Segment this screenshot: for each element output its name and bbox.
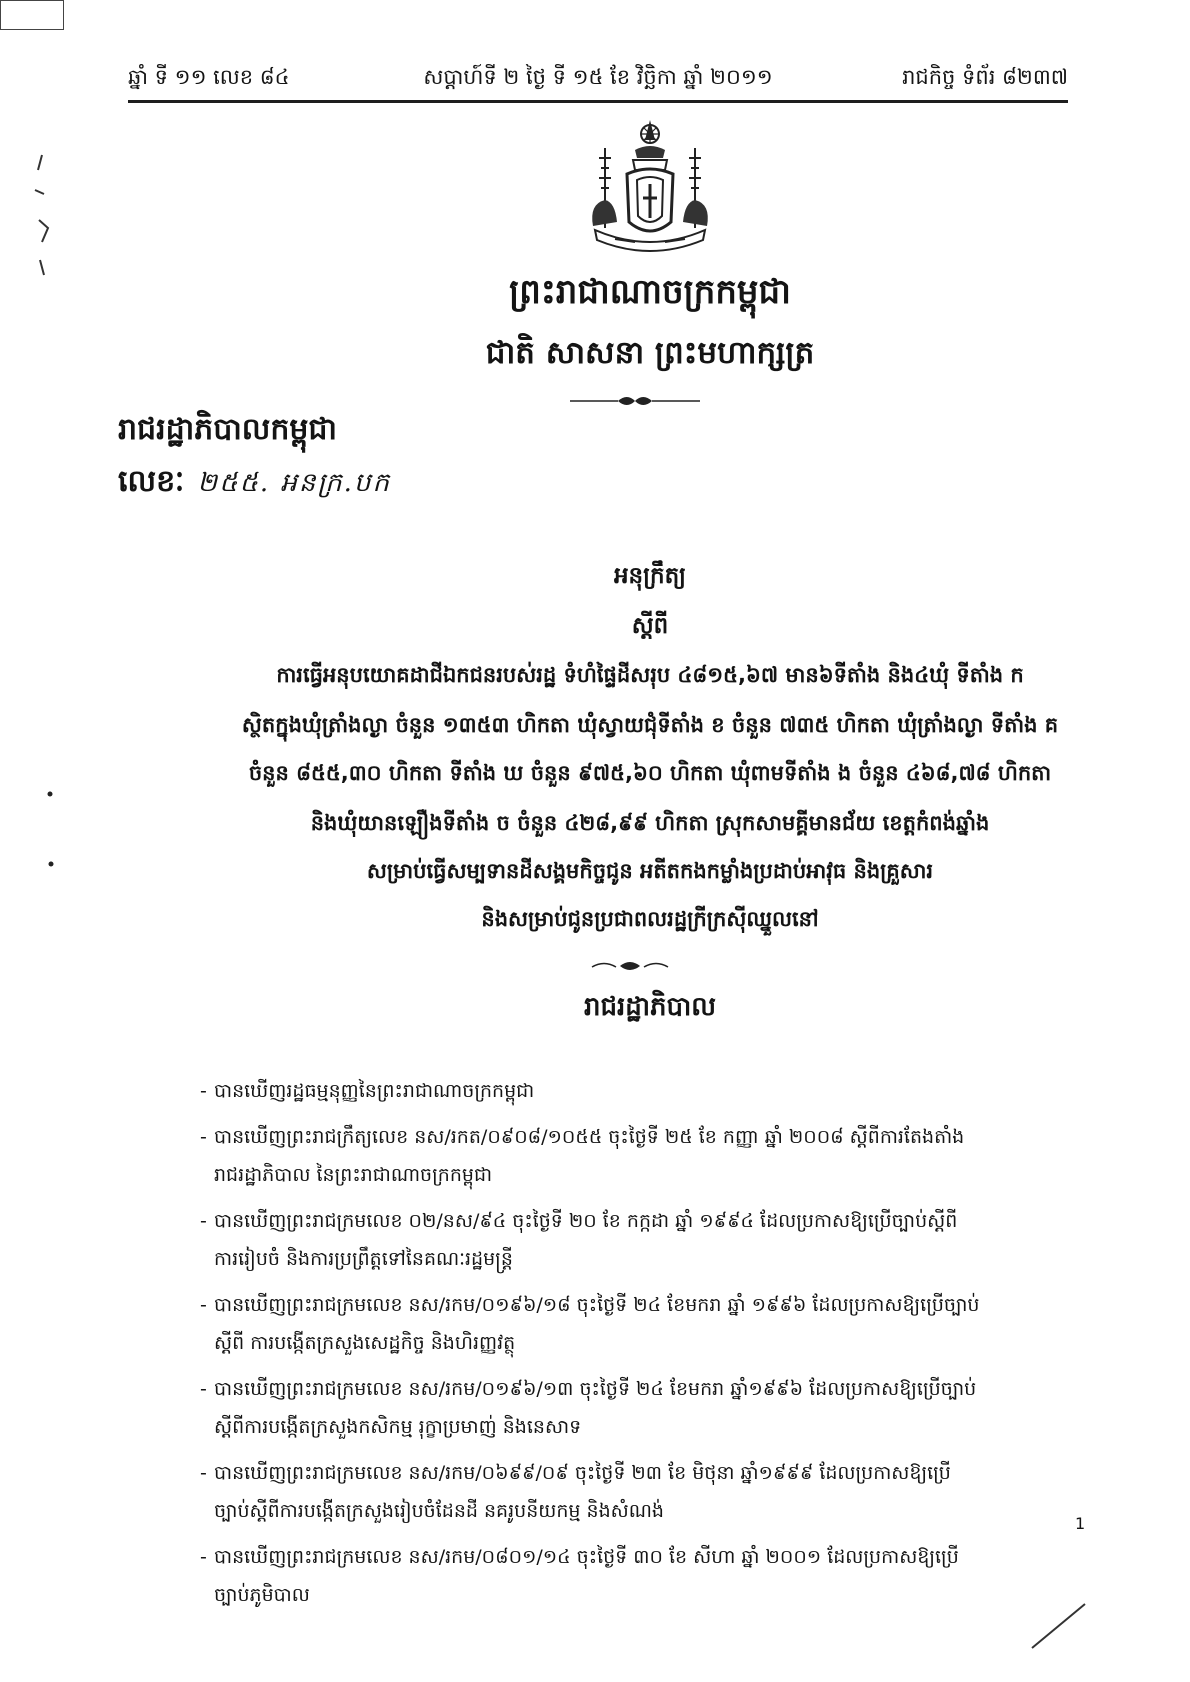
preamble-line: ច្បាប់ស្ដីពីការបង្កើតក្រសួងរៀបចំដែនដី នគរូបនីយកម្ម និងសំណង់: [214, 1500, 664, 1522]
kingdom-name: ព្រះរាជាណាចក្រកម្ពុជា: [509, 272, 791, 312]
preamble-line: បានឃើញព្រះរាជក្រមលេខ នស/រកម/០១៩៦/១៣ ចុះថ្ងៃទី ២៤ ខែមករា ឆ្នាំ១៩៩៦ ដែលប្រកាសឱ្យប្រើច្បាប់: [214, 1378, 977, 1400]
title-line: សម្រាប់ធ្វើសម្បទានដីសង្គមកិច្ចជូន អតីតកងកម្លាំងប្រដាប់អាវុធ និងគ្រួសារ: [366, 859, 934, 883]
document-number-label: លេខៈ: [118, 464, 185, 499]
page-number: 1: [1075, 1514, 1086, 1533]
preamble-item: [200, 1286, 1084, 1362]
document-number-value: ២៥៥. អនក្រ.បក: [197, 468, 391, 498]
preamble-list: [200, 1072, 1084, 1622]
preamble-line: បានឃើញព្រះរាជក្រឹត្យលេខ នស/រកត/០៩០៨/១០៥៥ ចុះថ្ងៃទី ២៥ ខែ កញ្ញា ឆ្នាំ ២០០៨ ស្ដីពីការតែងតាំង: [214, 1126, 965, 1148]
list-dash: -: [200, 1546, 207, 1568]
preamble-line: ច្បាប់ភូមិបាល: [214, 1584, 310, 1606]
preamble-item: [200, 1202, 1084, 1278]
title-line: ចំនួន ៨៥៥,៣០ ហិកតា ទីតាំង ឃ ចំនួន ៩៧៥,៦០ ហិកតា ឃុំពាមទីតាំង ង ចំនួន ៤៦៨,៧៨ ហិកតា: [248, 761, 1052, 785]
preamble-line: បានឃើញព្រះរាជក្រមលេខ នស/រកម/០១៩៦/១៨ ចុះថ្ងៃទី ២៤ ខែមករា ឆ្នាំ ១៩៩៦ ដែលប្រកាសឱ្យប្រើច្បាប់: [214, 1294, 980, 1316]
preamble-line: រាជរដ្ឋាភិបាល នៃព្រះរាជាណាចក្រកម្ពុជា: [214, 1164, 493, 1186]
royal-coat-of-arms-icon: [575, 118, 725, 258]
list-dash: -: [200, 1126, 207, 1148]
about-label: ស្ដីពី: [631, 613, 669, 639]
preamble-item: [200, 1370, 1084, 1446]
list-dash: -: [200, 1210, 207, 1232]
preamble-line: ស្ដីពី ការបង្កើតក្រសួងសេដ្ឋកិច្ច និងហិរញ្ញវត្ថុ: [214, 1332, 516, 1354]
list-dash: -: [200, 1080, 207, 1102]
scan-corner-mark: [0, 0, 64, 30]
preamble-line: ស្ដីពីការបង្កើតក្រសួងកសិកម្ម រុក្ខាប្រមាញ់ និងនេសាទ: [214, 1416, 582, 1438]
issuing-authority: រាជរដ្ឋាភិបាលកម្ពុជា: [118, 412, 337, 447]
preamble-line: បានឃើញព្រះរាជក្រមលេខ នស/រកម/០៦៩៩/០៩ ចុះថ្ងៃទី ២៣ ខែ មិថុនា ឆ្នាំ១៩៩៩ ដែលប្រកាសឱ្យប្រើ: [214, 1462, 951, 1484]
kingdom-motto: ជាតិ សាសនា ព្រះមហាក្សត្រ: [485, 335, 815, 371]
floral-ornament-icon: [590, 958, 670, 974]
document-number: [118, 462, 391, 506]
preamble-line: បានឃើញព្រះរាជក្រមលេខ នស/រកម/០៨០១/១៤ ចុះថ្ងៃទី ៣០ ខែ សីហា ឆ្នាំ ២០០១ ដែលប្រកាសឱ្យប្រើ: [214, 1546, 959, 1568]
list-dash: -: [200, 1462, 207, 1484]
list-dash: -: [200, 1294, 207, 1316]
government-heading: រាជរដ្ឋាភិបាល: [583, 992, 717, 1022]
margin-scribble-icon: [30, 150, 60, 280]
title-line: ការធ្វើអនុបយោគដាជីឯកជនរបស់រដ្ឋ ទំហំផ្ទៃដីសរុប ៤៨១៥,៦៧ មាន៦ទីតាំង និង៤ឃុំ ទីតាំង ក: [276, 663, 1024, 687]
header-year-issue: ឆ្នាំ ទី ១១ លេខ ៨៤: [128, 65, 290, 89]
list-dash: -: [200, 1378, 207, 1400]
preamble-line: បានឃើញរដ្ឋធម្មនុញ្ញនៃព្រះរាជាណាចក្រកម្ពុជា: [214, 1080, 535, 1102]
title-line: ស្ថិតក្នុងឃុំត្រាំងល្ងា ចំនួន ១៣៥៣ ហិកតា ឃុំស្វាយជុំទីតាំង ខ ចំនួន ៧៣៥ ហិកតា ឃុំត្រាំងល្ងា ទីតាំង គ: [241, 713, 1059, 737]
gazette-header: [128, 60, 1068, 103]
preamble-line: បានឃើញព្រះរាជក្រមលេខ ០២/នស/៩៤ ចុះថ្ងៃទី ២០ ខែ កក្កដា ឆ្នាំ ១៩៩៤ ដែលប្រកាសឱ្យប្រើច្បាប់ស្ដីពី: [214, 1210, 958, 1232]
preamble-item: [200, 1118, 1084, 1194]
title-line: និងឃុំយានឡឿងទីតាំង ច ចំនួន ៤២៨,៩៩ ហិកតា ស្រុកសាមគ្គីមានជ័យ ខេត្តកំពង់ឆ្នាំង: [310, 811, 990, 835]
preamble-item: [200, 1072, 1084, 1110]
header-date: សប្ដាហ៍ទី ២ ថ្ងៃ ទី ១៥ ខែ វិច្ឆិកា ឆ្នាំ ២០១១: [423, 65, 773, 89]
document-type: អនុក្រឹត្យ: [613, 563, 687, 589]
title-line: និងសម្រាប់ជូនប្រជាពលរដ្ឋក្រីក្រស៊ីឈ្នួលនៅ: [481, 907, 819, 931]
preamble-line: ការរៀបចំ និងការប្រព្រឹត្តទៅនៃគណៈរដ្ឋមន្ត្រី: [214, 1248, 513, 1270]
preamble-item: [200, 1454, 1084, 1530]
preamble-item: [200, 1538, 1084, 1614]
header-page: រាជកិច្ច ទំព័រ ៨២៣៧: [902, 65, 1068, 89]
ornamental-divider-icon: [570, 394, 700, 408]
